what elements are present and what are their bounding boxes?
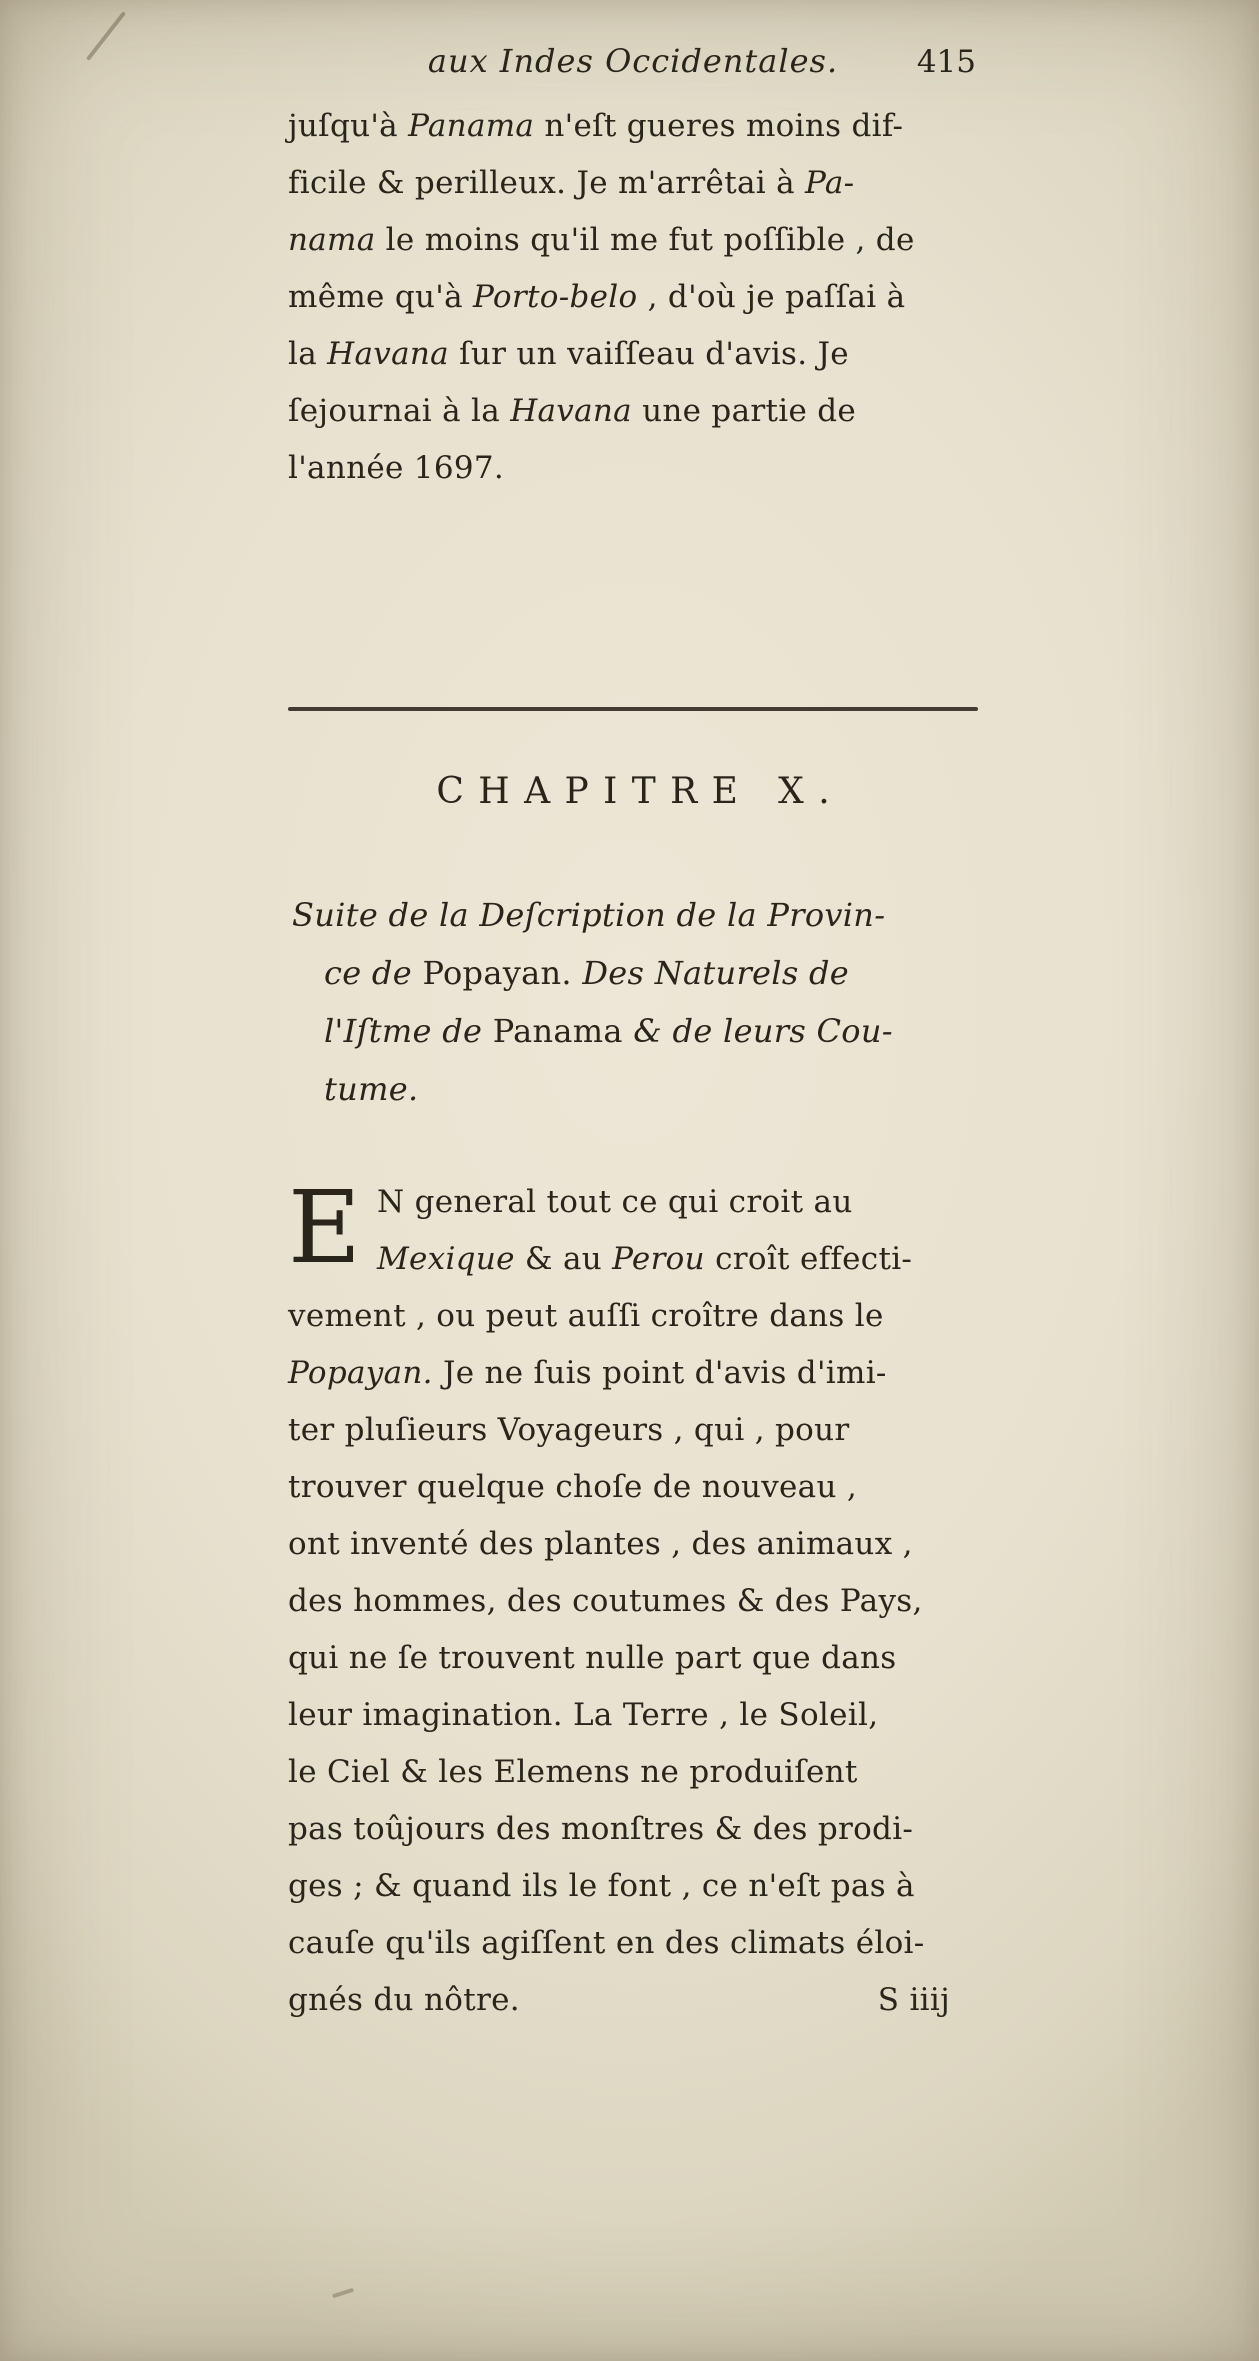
text-line: qui ne ſe trouvent nulle part que dans xyxy=(288,1640,897,1676)
text-line: trouver quelque choſe de nouveau , xyxy=(288,1469,858,1505)
text-line: l'Iſtme de Panama & de leurs Cou- xyxy=(324,1012,893,1050)
text-line: ce de Popayan. Des Naturels de xyxy=(324,954,850,992)
dropcap-initial: E xyxy=(288,1169,361,1286)
last-line xyxy=(288,1972,978,2029)
text-line: ont inventé des plantes , des animaux , xyxy=(288,1526,913,1562)
text-line: Mexique & au Perou croît effecti- xyxy=(377,1241,913,1277)
text-line: N general tout ce qui croit au xyxy=(377,1184,853,1220)
text-line: leur imagination. La Terre , le Soleil, xyxy=(288,1697,879,1733)
page-number: 415 xyxy=(916,44,976,80)
text-line: l'année 1697. xyxy=(288,450,505,486)
chapter-subtitle xyxy=(288,886,978,1118)
paragraph-intro xyxy=(288,98,978,497)
text-line: ter pluſieurs Voyageurs , qui , pour xyxy=(288,1412,850,1448)
text-line: même qu'à Porto-belo , d'où je paſſai à xyxy=(288,279,906,315)
text-line: Popayan. Je ne ſuis point d'avis d'imi- xyxy=(288,1355,887,1391)
text-line: nama le moins qu'il me fut poſſible , de xyxy=(288,222,915,258)
last-line-text: gnés du nôtre. xyxy=(288,1982,520,2018)
text-line: des hommes, des coutumes & des Pays, xyxy=(288,1583,923,1619)
text-line: vement , ou peut auſſi croître dans le xyxy=(288,1298,884,1334)
text-line: la Havana ſur un vaiſſeau d'avis. Je xyxy=(288,336,849,372)
scan-artifact xyxy=(332,2288,354,2299)
page-header xyxy=(288,42,978,94)
text-line: cauſe qu'ils agiſſent en des climats éloi- xyxy=(288,1925,925,1961)
signature-mark: S iiij xyxy=(877,1982,950,2018)
text-line: Suite de la Deſcription de la Provin- xyxy=(292,896,886,934)
text-line: ſejournai à la Havana une partie de xyxy=(288,393,857,429)
paragraph-lines xyxy=(288,1169,978,1972)
text-line: tume. xyxy=(324,1070,419,1108)
text-line: le Ciel & les Elemens ne produiſent xyxy=(288,1754,858,1790)
text-line: ficile & perilleux. Je m'arrêtai à Pa- xyxy=(288,165,855,201)
running-title: aux Indes Occidentales. xyxy=(427,42,839,80)
scan-artifact xyxy=(86,11,126,61)
text-line: juſqu'à Panama n'eſt gueres moins dif- xyxy=(288,108,904,144)
text-line: ges ; & quand ils le font , ce n'eſt pas à xyxy=(288,1868,915,1904)
text-block xyxy=(288,42,978,2029)
section-divider xyxy=(288,707,978,711)
paragraph-main xyxy=(288,1169,978,2029)
text-line: pas toûjours des monſtres & des prodi- xyxy=(288,1811,914,1847)
chapter-title: CHAPITRE X. xyxy=(436,771,845,812)
